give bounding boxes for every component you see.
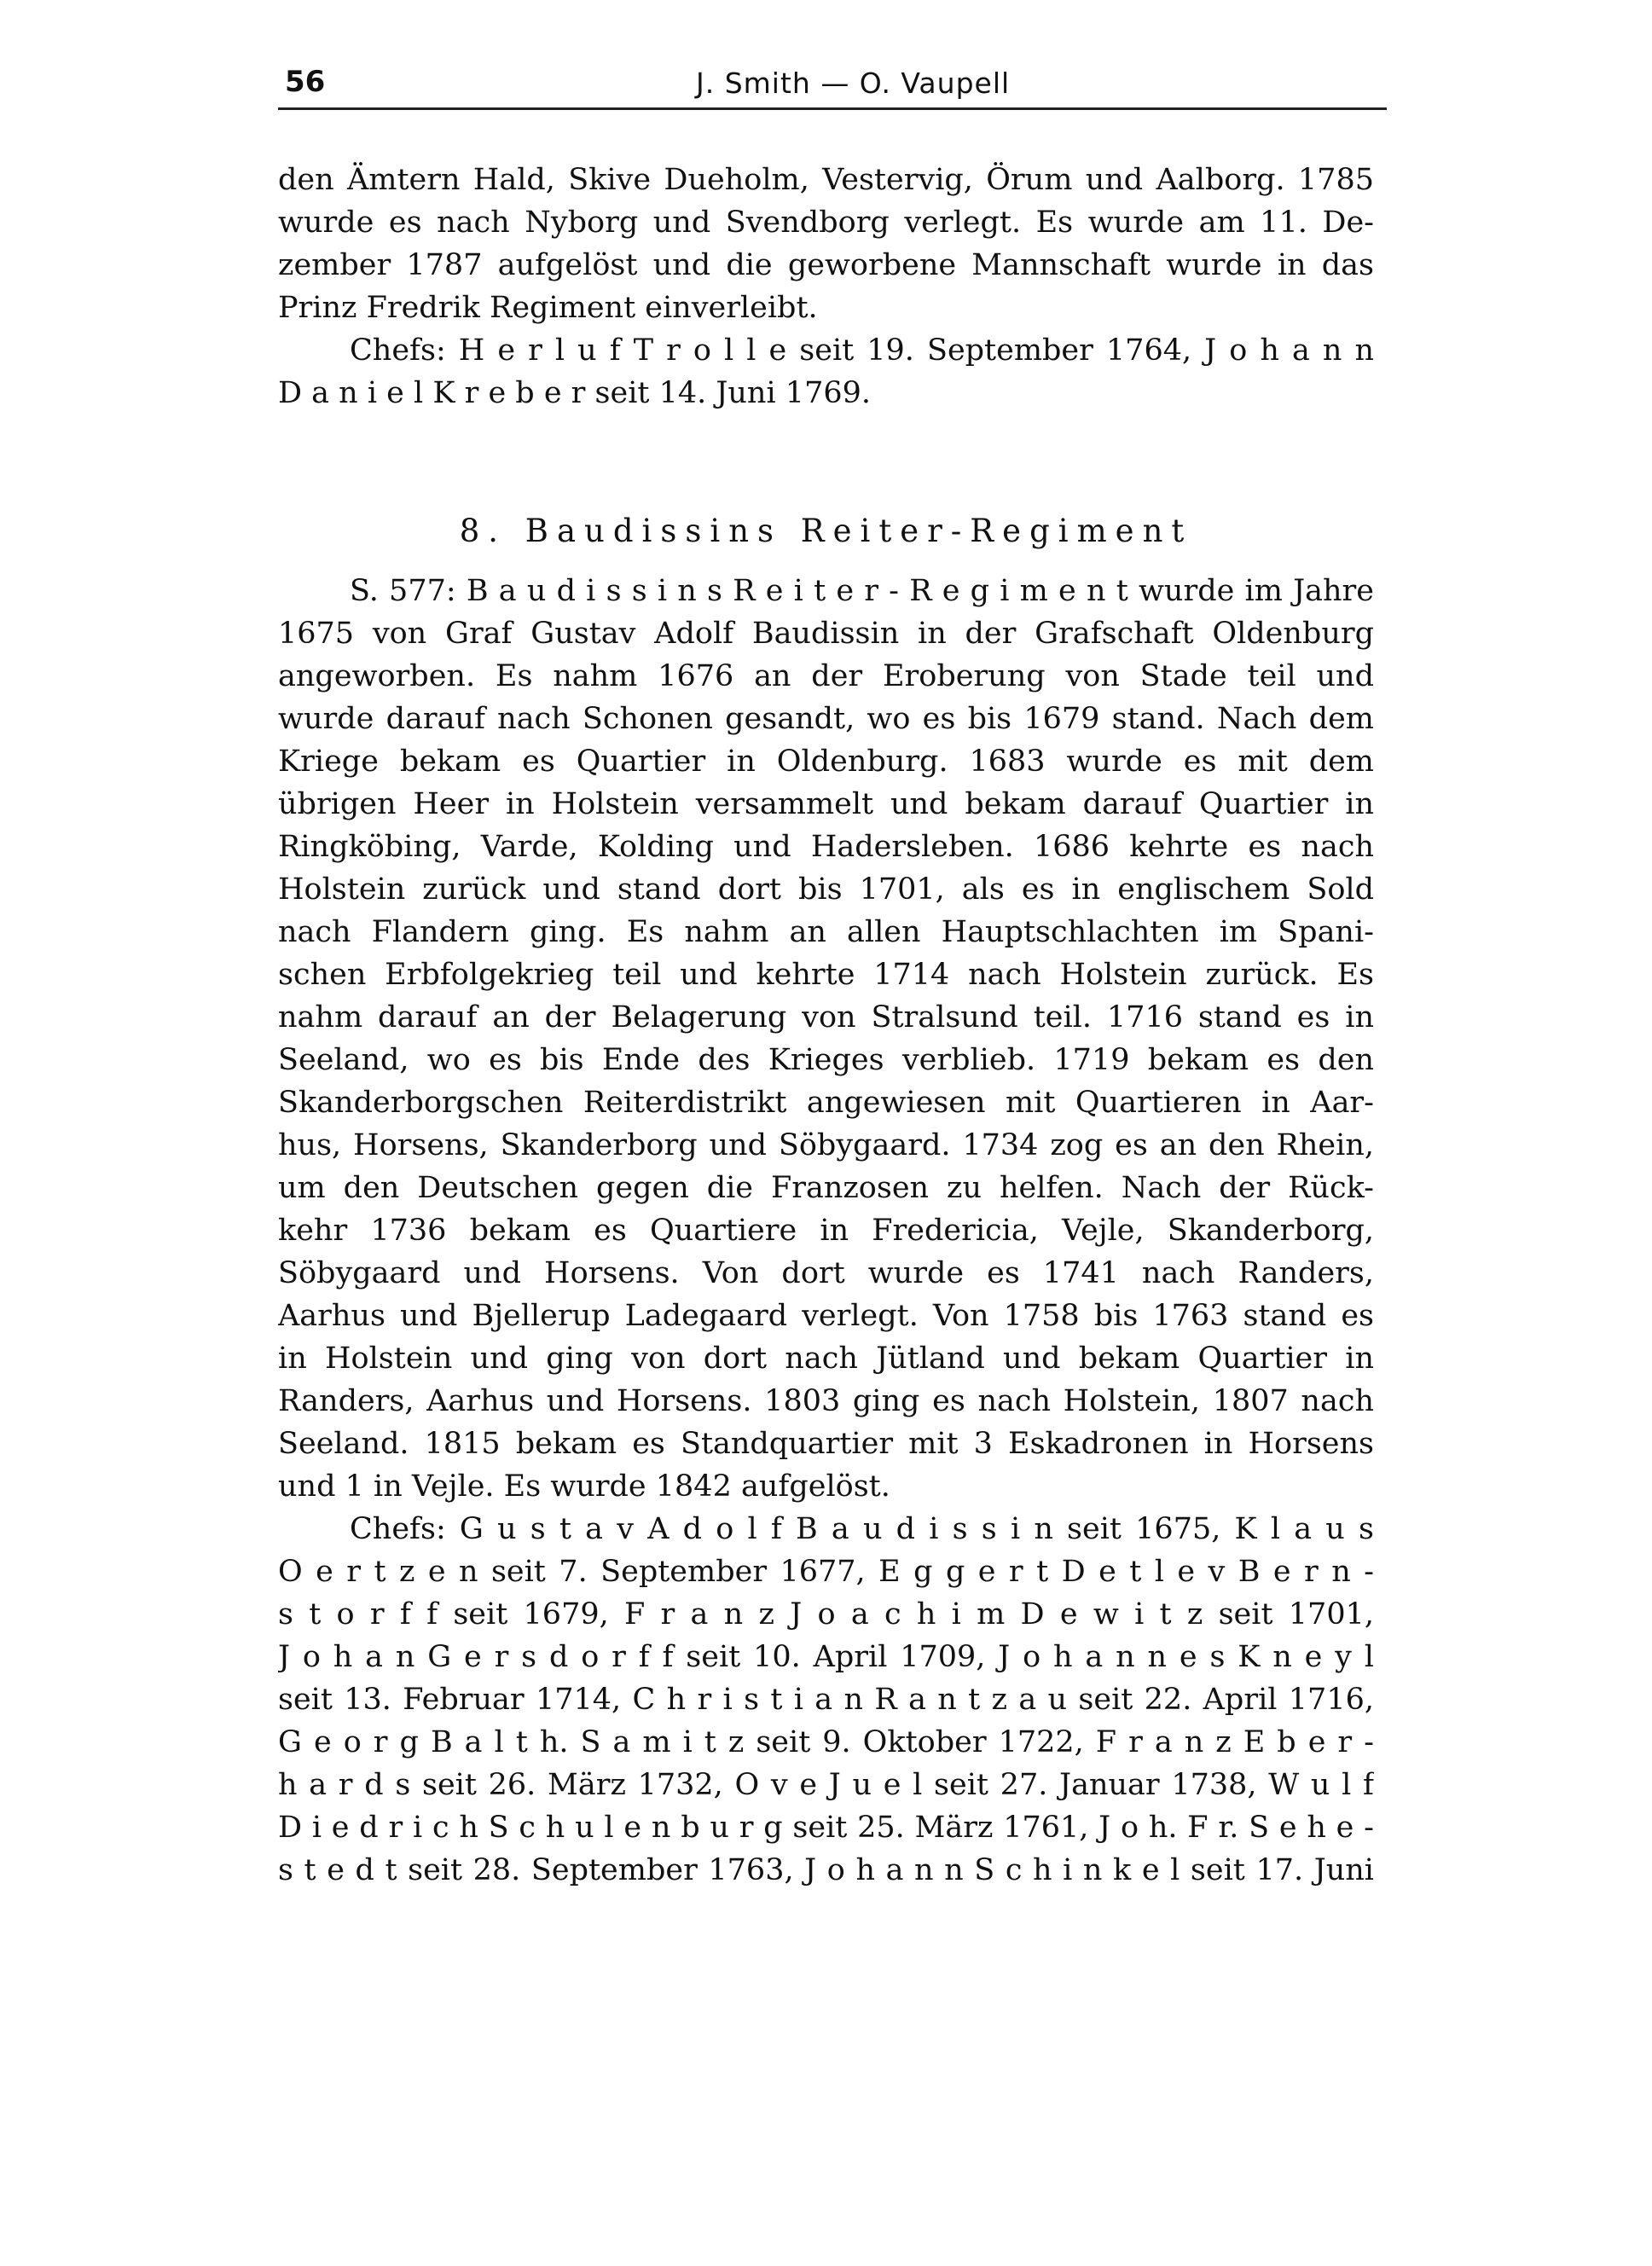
text-line: s t o r f f seit 1679, F r a n z J o a c h i m D e w i t z seit 1701, (278, 1597, 1374, 1631)
text-line: Holstein zurück und stand dort bis 1701, als es in englischem Sold (278, 872, 1374, 907)
text-line: Skanderborgschen Reiterdistrikt angewiesen mit Quartieren in Aar- (278, 1086, 1374, 1120)
text-line: S. 577: B a u d i s s i n s R e i t e r - R e g i m e n t wurde im Jahre (350, 574, 1374, 608)
section-heading: 8. Baudissins Reiter-Regiment (459, 513, 1193, 549)
text-line: J o h a n G e r s d o r f f seit 10. April 1709, J o h a n n e s K n e y l (278, 1640, 1374, 1674)
text-line: D a n i e l K r e b e r seit 14. Juni 1769. (278, 376, 871, 410)
text-line: h a r d s seit 26. März 1732, O v e J u e l seit 27. Januar 1738, W u l f (278, 1768, 1374, 1802)
text-line: um den Deutschen gegen die Franzosen zu helfen. Nach der Rück- (278, 1171, 1374, 1205)
text-line: wurde darauf nach Schonen gesandt, wo es bis 1679 stand. Nach dem (278, 702, 1374, 736)
text-line: Seeland, wo es bis Ende des Krieges verblieb. 1719 bekam es den (278, 1043, 1374, 1077)
text-line: s t e d t seit 28. September 1763, J o h a n n S c h i n k e l seit 17. Juni (278, 1853, 1374, 1887)
text-line: nahm darauf an der Belagerung von Stralsund teil. 1716 stand es in (278, 1000, 1374, 1034)
text-line: nach Flandern ging. Es nahm an allen Hauptschlachten im Spani- (278, 915, 1374, 949)
page-number: 56 (285, 65, 326, 99)
text-line: Ringköbing, Varde, Kolding und Hadersleben. 1686 kehrte es nach (278, 830, 1374, 864)
page-header (278, 58, 1387, 109)
text-line: Seeland. 1815 bekam es Standquartier mit 3 Eskadronen in Horsens (278, 1427, 1374, 1461)
text-line: G e o r g B a l t h. S a m i t z seit 9. Oktober 1722, F r a n z E b e r - (278, 1725, 1374, 1759)
text-line: hus, Horsens, Skanderborg und Söbygaard. 1734 zog es an den Rhein, (278, 1128, 1374, 1162)
text-line: angeworben. Es nahm 1676 an der Eroberung von Stade teil und (278, 659, 1374, 693)
text-line: und 1 in Vejle. Es wurde 1842 aufgelöst. (278, 1469, 890, 1504)
text-line: Randers, Aarhus und Horsens. 1803 ging es nach Holstein, 1807 nach (278, 1384, 1374, 1418)
text-line: Chefs: G u s t a v A d o l f B a u d i s s i n seit 1675, K l a u s (350, 1512, 1374, 1546)
text-line: den Ämtern Hald, Skive Dueholm, Vestervig, Örum und Aalborg. 1785 (278, 163, 1374, 197)
paragraph-block-2 (278, 570, 1374, 1892)
text-line: Prinz Fredrik Regiment einverleibt. (278, 291, 818, 325)
text-line: Kriege bekam es Quartier in Oldenburg. 1683 wurde es mit dem (278, 745, 1374, 779)
text-line: Aarhus und Bjellerup Ladegaard verlegt. Von 1758 bis 1763 stand es (278, 1299, 1374, 1333)
text-line: schen Erbfolgekrieg teil und kehrte 1714 nach Holstein zurück. Es (278, 958, 1374, 992)
header-rule (278, 107, 1387, 110)
text-line: 1675 von Graf Gustav Adolf Baudissin in der Grafschaft Oldenburg (278, 617, 1374, 651)
text-line: Söbygaard und Horsens. Von dort wurde es 1741 nach Randers, (278, 1256, 1374, 1290)
text-line: Chefs: H e r l u f T r o l l e seit 19. September 1764, J o h a n n (350, 333, 1374, 368)
text-line: D i e d r i c h S c h u l e n b u r g seit 25. März 1761, J o h. F r. S e h e - (278, 1811, 1374, 1845)
text-line: in Holstein und ging von dort nach Jütland und bekam Quartier in (278, 1342, 1374, 1376)
text-line: wurde es nach Nyborg und Svendborg verlegt. Es wurde am 11. De- (278, 206, 1374, 240)
text-line: O e r t z e n seit 7. September 1677, E g g e r t D e t l e v B e r n - (278, 1555, 1374, 1589)
running-head: J. Smith — O. Vaupell (696, 67, 1011, 100)
paragraph-block-1 (278, 159, 1374, 414)
text-line: seit 13. Februar 1714, C h r i s t i a n R a n t z a u seit 22. April 1716, (278, 1683, 1374, 1717)
text-line: kehr 1736 bekam es Quartiere in Fredericia, Vejle, Skanderborg, (278, 1214, 1374, 1248)
text-line: übrigen Heer in Holstein versammelt und bekam darauf Quartier in (278, 787, 1374, 821)
text-line: zember 1787 aufgelöst und die geworbene Mannschaft wurde in das (278, 248, 1374, 282)
